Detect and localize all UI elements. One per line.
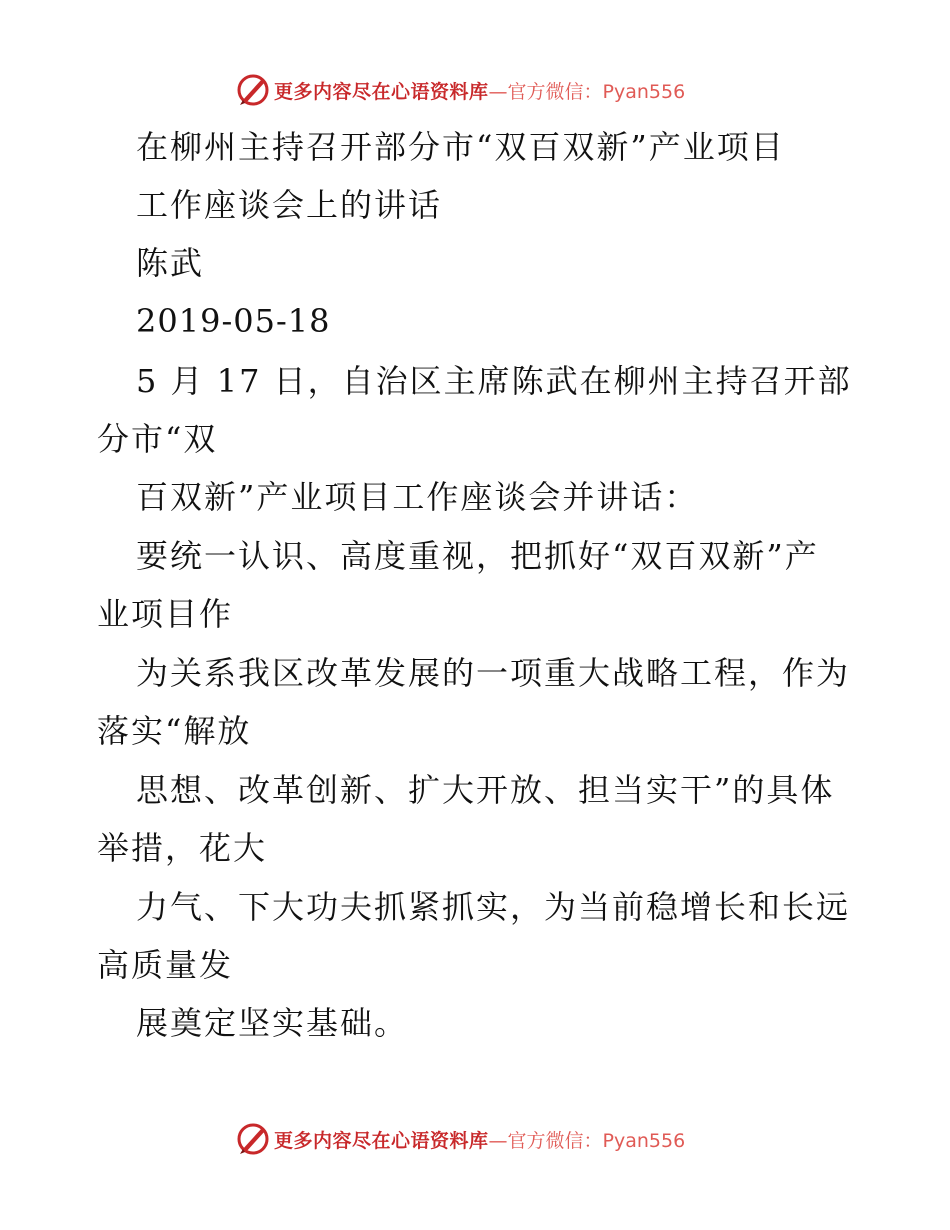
body-line: 为关系我区改革发展的一项重大战略工程，作为 <box>136 654 851 692</box>
header-banner <box>236 73 685 107</box>
body-line: 百双新”产业项目工作座谈会并讲话： <box>136 478 699 516</box>
title-line-1: 在柳州主持召开部分市“双百双新”产业项目 <box>136 128 785 166</box>
banner-wechat-text: —官方微信：Pyan556 <box>488 1129 686 1152</box>
date: 2019-05-18 <box>136 302 331 340</box>
banner-main-text: 更多内容尽在心语资料库 <box>274 1129 489 1152</box>
body-line: 分市“双 <box>97 420 218 458</box>
body-line: 要统一认识、高度重视，把抓好“双百双新”产 <box>136 537 819 575</box>
footer-banner <box>236 1122 685 1156</box>
body-line: 5 月 17 日，自治区主席陈武在柳州主持召开部 <box>136 362 852 400</box>
body-line: 展奠定坚实基础。 <box>136 1004 409 1042</box>
banner-wechat-text: —官方微信：Pyan556 <box>488 80 686 103</box>
body-line: 举措，花大 <box>97 829 268 867</box>
title-line-2: 工作座谈会上的讲话 <box>136 186 443 224</box>
banner-main-text: 更多内容尽在心语资料库 <box>274 80 489 103</box>
body-line: 力气、下大功夫抓紧抓实，为当前稳增长和长远 <box>136 888 851 926</box>
body-line: 业项目作 <box>97 595 234 633</box>
quill-pen-seal-icon <box>236 73 270 107</box>
body-line: 落实“解放 <box>97 712 252 750</box>
author: 陈武 <box>136 244 205 282</box>
quill-pen-seal-icon <box>236 1122 270 1156</box>
body-line: 思想、改革创新、扩大开放、担当实干”的具体 <box>136 771 835 809</box>
body-line: 高质量发 <box>97 946 234 984</box>
